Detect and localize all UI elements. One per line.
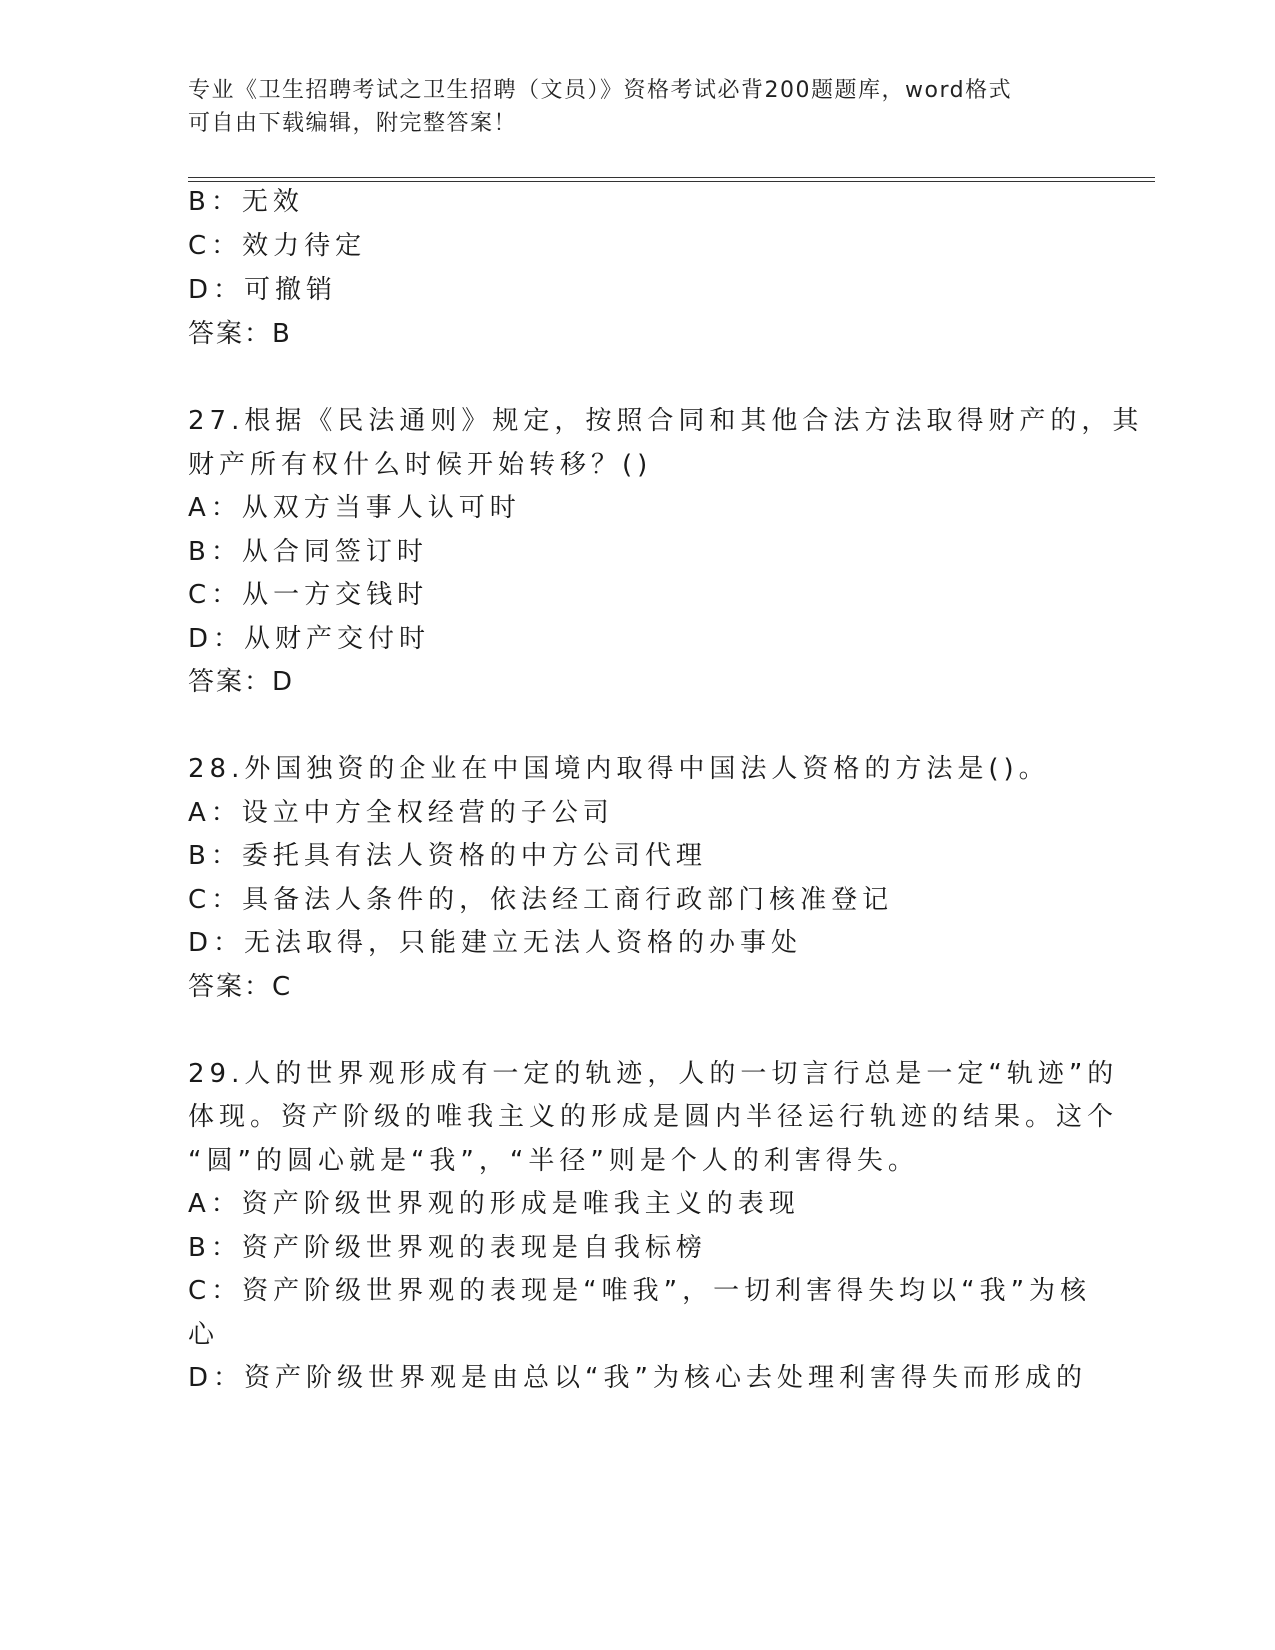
q29-option-d: D：资产阶级世界观是由总以“我”为核心去处理利害得失而形成的 xyxy=(188,1363,1087,1393)
q27-option-a: A：从双方当事人认可时 xyxy=(188,493,521,523)
header-line-1: 专业《卫生招聘考试之卫生招聘（文员）》资格考试必背200题题库，word格式 xyxy=(188,78,1013,103)
q29-stem-line-2: 体现。资产阶级的唯我主义的形成是圆内半径运行轨迹的结果。这个 xyxy=(188,1102,1119,1132)
q27-option-c: C：从一方交钱时 xyxy=(188,580,429,610)
q28-answer: 答案：C xyxy=(188,972,293,1002)
q28-stem-line-1: 28.外国独资的企业在中国境内取得中国法人资格的方法是()。 xyxy=(188,754,1050,784)
q29-option-c-continued: 心 xyxy=(188,1320,220,1350)
q28-option-b: B：委托具有法人资格的中方公司代理 xyxy=(188,841,707,871)
document-header xyxy=(188,74,1088,140)
q29-stem-line-3: “圆”的圆心就是“我”，“半径”则是个人的利害得失。 xyxy=(188,1146,919,1176)
q27-option-d: D：从财产交付时 xyxy=(188,624,431,654)
q28-option-a: A：设立中方全权经营的子公司 xyxy=(188,798,614,828)
q28-option-c: C：具备法人条件的，依法经工商行政部门核准登记 xyxy=(188,885,894,915)
q29-option-c: C：资产阶级世界观的表现是“唯我”，一切利害得失均以“我”为核 xyxy=(188,1276,1092,1306)
q27-stem-line-2: 财产所有权什么时候开始转移？() xyxy=(188,450,653,480)
q26-option-d: D：可撤销 xyxy=(188,275,338,305)
q28-option-d: D：无法取得，只能建立无法人资格的办事处 xyxy=(188,928,803,958)
q26-answer: 答案：B xyxy=(188,319,292,349)
header-line-2: 可自由下载编辑，附完整答案！ xyxy=(188,111,518,136)
q26-option-b: B：无效 xyxy=(188,187,304,217)
q27-answer: 答案：D xyxy=(188,667,295,697)
header-divider-top xyxy=(188,177,1155,178)
q29-stem-line-1: 29.人的世界观形成有一定的轨迹，人的一切言行总是一定“轨迹”的 xyxy=(188,1059,1119,1089)
header-divider-bottom xyxy=(188,181,1155,182)
q27-option-b: B：从合同签订时 xyxy=(188,537,428,567)
q26-option-c: C：效力待定 xyxy=(188,231,367,261)
q29-option-a: A：资产阶级世界观的形成是唯我主义的表现 xyxy=(188,1189,800,1219)
q27-stem-line-1: 27.根据《民法通则》规定，按照合同和其他合法方法取得财产的，其 xyxy=(188,406,1144,436)
q29-option-b: B：资产阶级世界观的表现是自我标榜 xyxy=(188,1233,707,1263)
